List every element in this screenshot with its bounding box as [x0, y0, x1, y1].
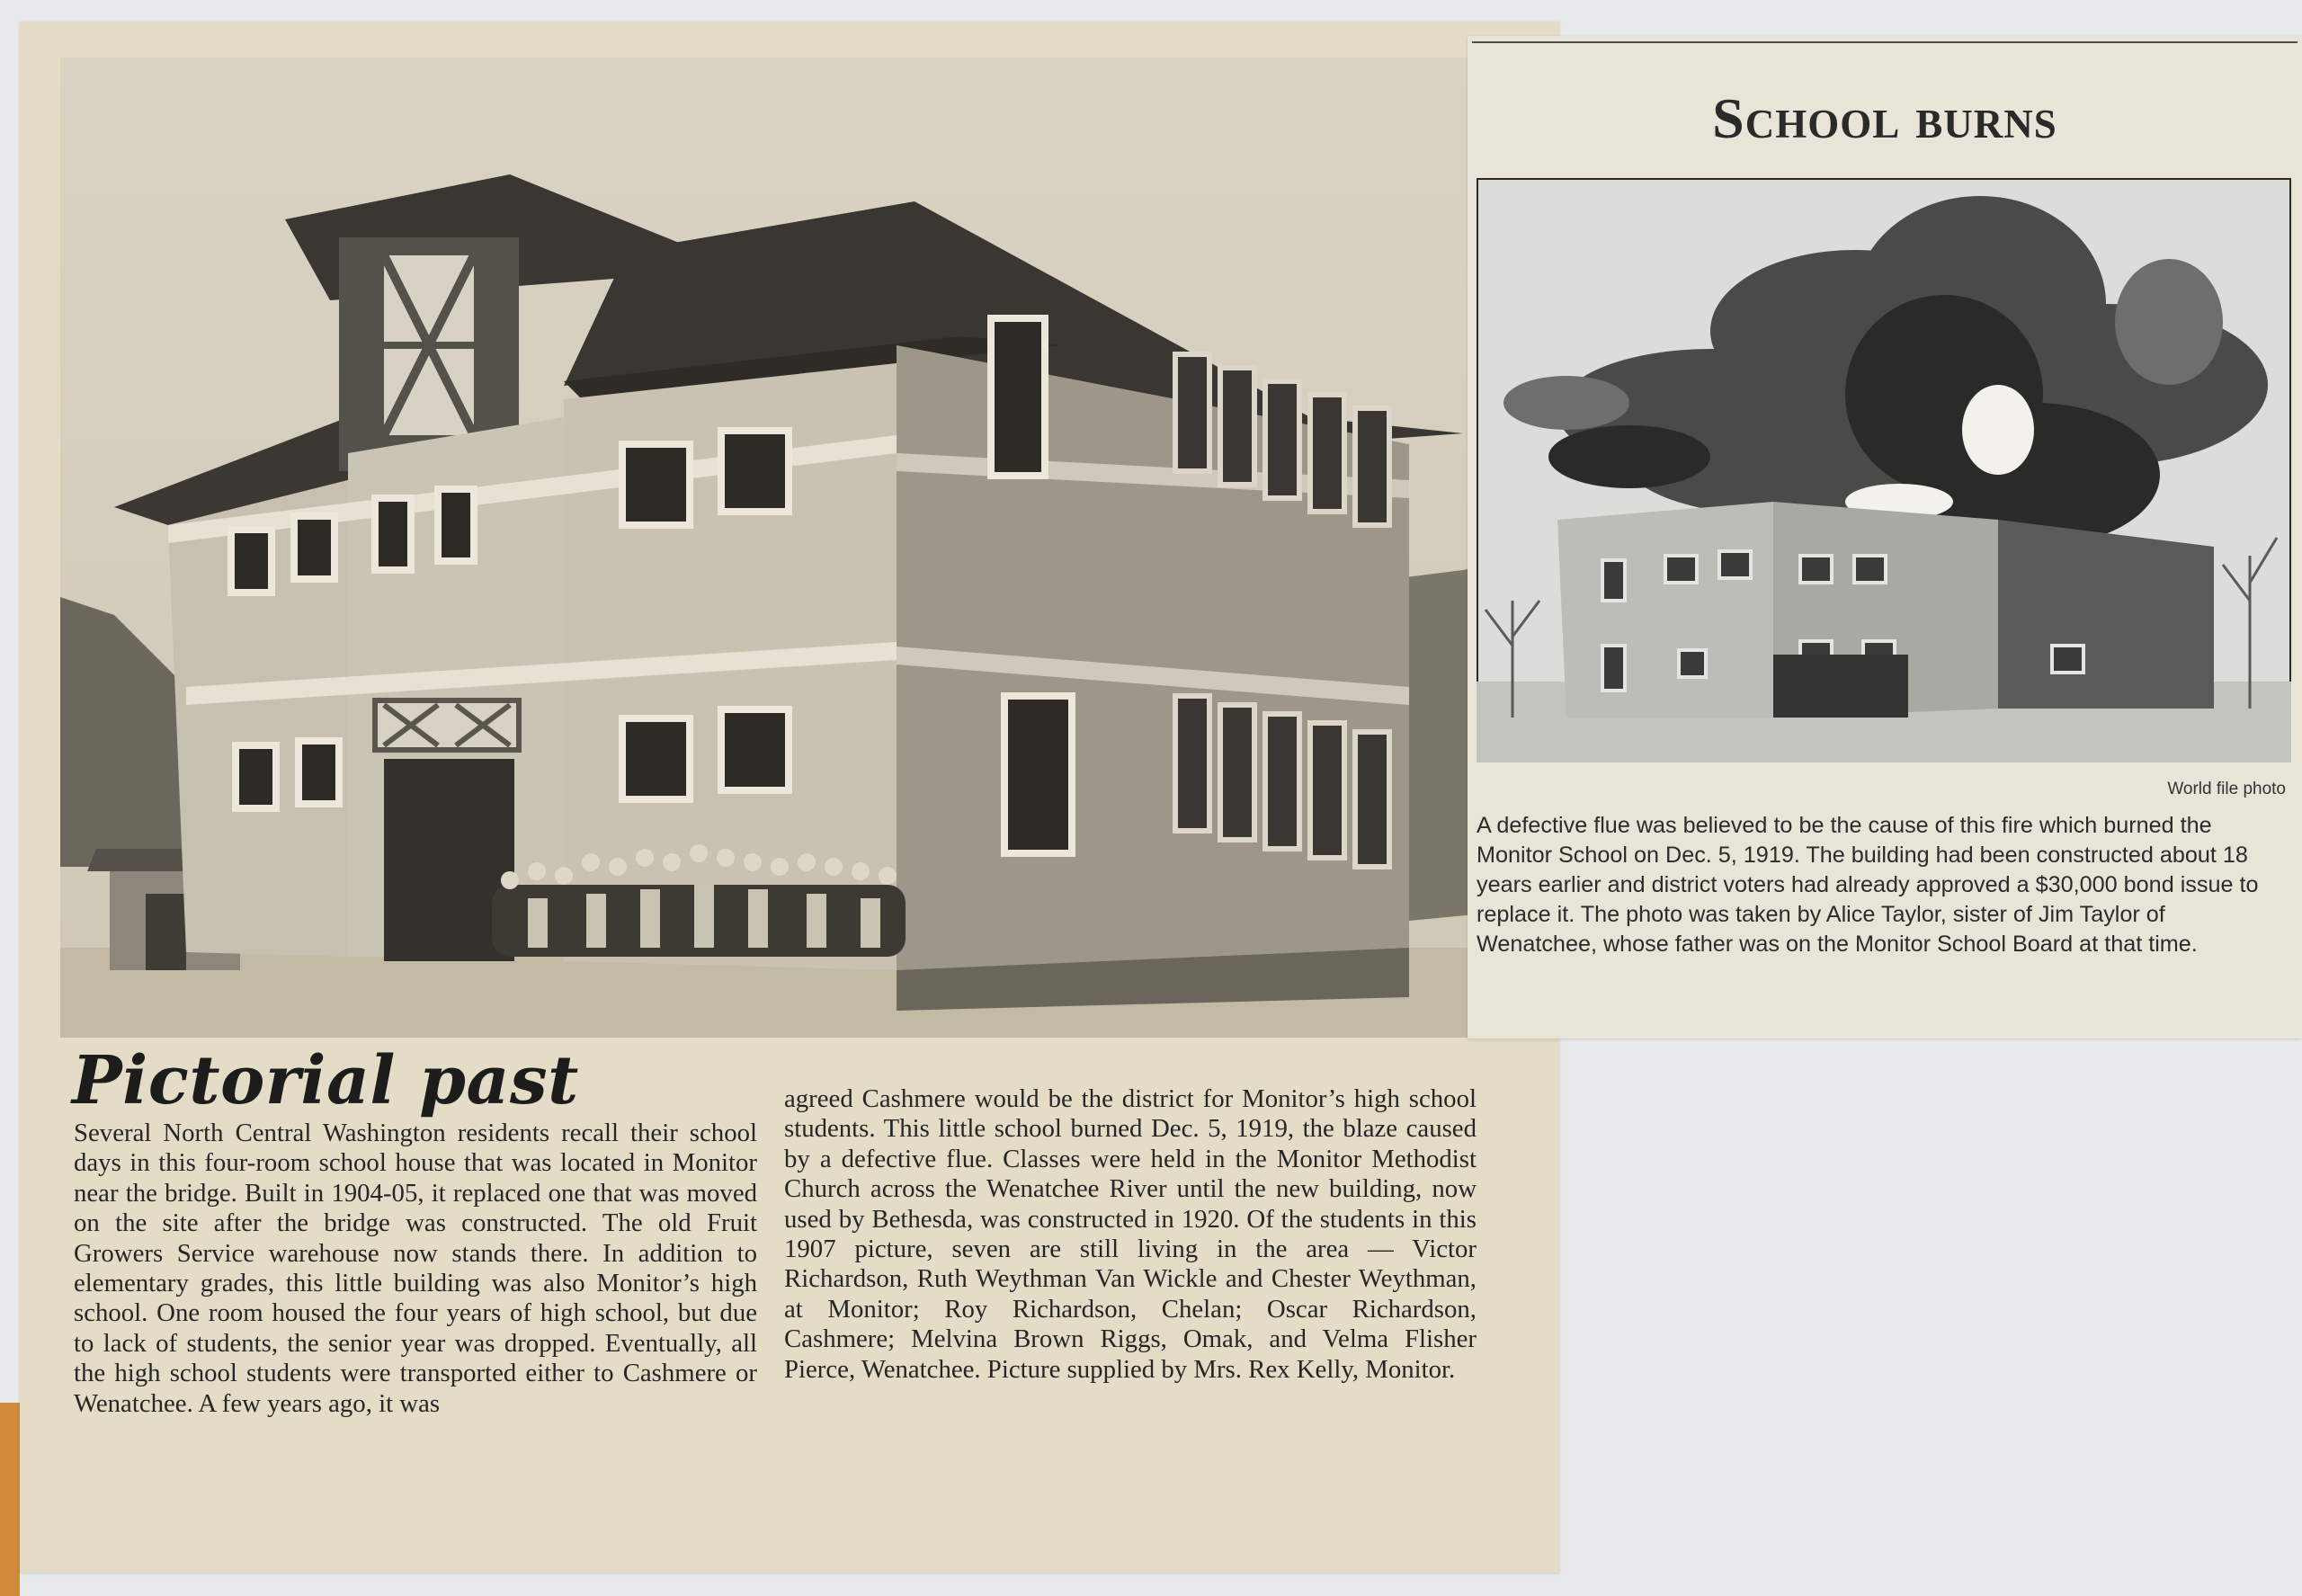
schoolhouse-photo — [60, 58, 1503, 1038]
fire-photo-caption: A defective flue was believed to be the cause of this fire which burned the Monitor School on Dec. 5, 1919. The building had been constructed about 18 years earlier and district voters had already approved a $30,000 bond issue to replace it. The photo was taken by Alice Taylor, sister of Jim Taylor of Wenatchee, whose father was on the Monitor School Board at that time. — [1477, 813, 2259, 957]
article-column-1: Several North Central Washington residents recall their school days in this four-room school house that was located in Monitor near the bridge. Built in 1904-05, it replaced one that was moved on the site after the bridge was constructed. The old Fruit Growers Service warehouse now stands there. In addition to elementary grades, this little building was also Monitor’s high school. One room housed the four years of high school, but due to lack of students, the senior year was dropped. Eventually, all the high school students were transported either to Cashmere or Wenatchee. A few years ago, it was — [74, 1119, 757, 1418]
article-column-2: agreed Cashmere would be the district for Monitor’s high school students. This little school burned Dec. 5, 1919, the blaze caused by a defective flue. Classes were held in the Monitor Methodist Church across the Wenatchee River until the new building, now used by Bethesda, was constructed in 1920. Of the students in this 1907 picture, seven are still living in the area — Victor Richardson, Ruth Weythman Van Wickle and Chester Weythman, at Monitor; Roy Richardson, Chelan; Oscar Richardson, Cashmere; Melvina Brown Riggs, Omak, and Velma Flisher Pierce, Wenatchee. Picture supplied by Mrs. Rex Kelly, Monitor. — [784, 1084, 1477, 1384]
top-rule — [1472, 41, 2298, 43]
pictorial-past-clipping — [20, 22, 1559, 1573]
pictorial-past-headline: Pictorial past — [72, 1042, 579, 1119]
school-burns-headline: School burns — [1712, 86, 2057, 150]
fire-photo — [1477, 178, 2291, 762]
background-edge-strip — [0, 1403, 20, 1596]
school-burns-clipping — [1468, 36, 2302, 1039]
photo-credit: World file photo — [2167, 780, 2286, 798]
